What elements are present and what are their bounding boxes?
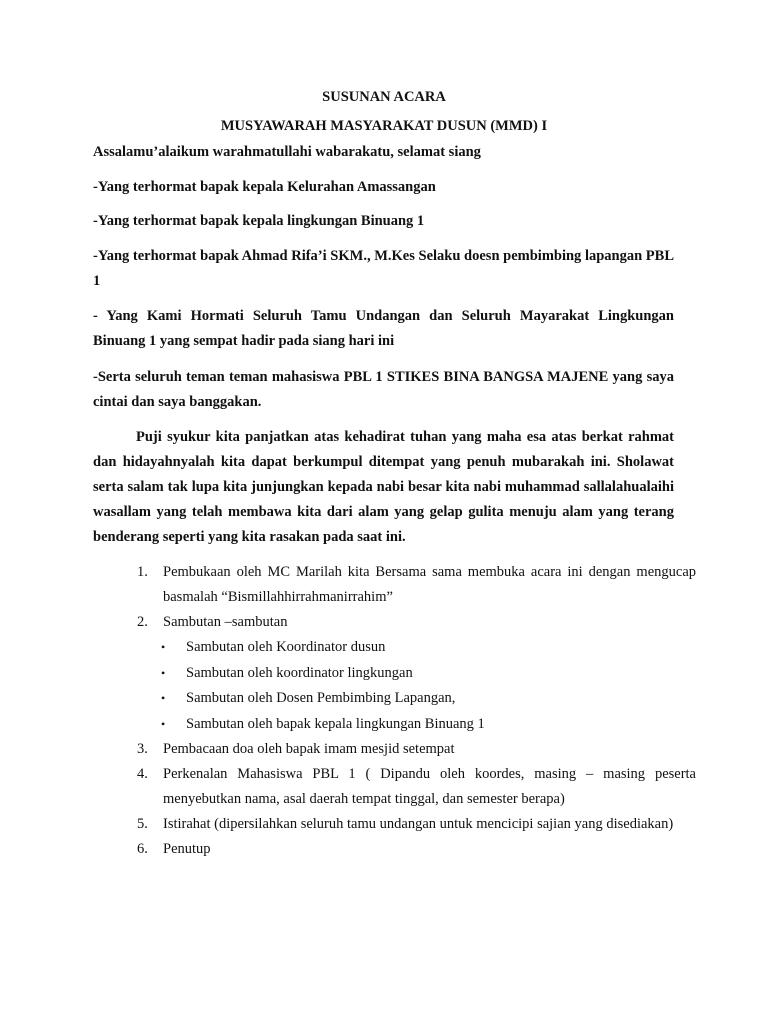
agenda-number: 6. bbox=[137, 841, 148, 857]
salutation-1: -Yang terhormat bapak kepala Kelurahan Amassangan bbox=[93, 179, 436, 195]
sambutan-text: Sambutan oleh bapak kepala lingkungan Binuang 1 bbox=[186, 715, 485, 732]
sambutan-item-2 bbox=[93, 661, 696, 687]
agenda-item-3 bbox=[93, 737, 696, 762]
agenda-number: 5. bbox=[137, 816, 148, 832]
bullet-icon: • bbox=[161, 640, 166, 654]
sambutan-text: Sambutan oleh Koordinator dusun bbox=[186, 639, 386, 655]
agenda-number: 3. bbox=[137, 741, 148, 757]
sambutan-text: Sambutan oleh Dosen Pembimbing Lapangan, bbox=[186, 690, 456, 706]
agenda-number: 1. bbox=[137, 564, 148, 580]
salutation-3: -Yang terhormat bapak Ahmad Rifa’i SKM., M.Kes Selaku doesn pembimbing lapangan PBL 1 bbox=[93, 248, 674, 289]
agenda-number: 4. bbox=[137, 766, 148, 782]
agenda-text: Istirahat (dipersilahkan seluruh tamu undangan untuk mencicipi sajian yang disediakan) bbox=[163, 816, 674, 832]
agenda-text: Perkenalan Mahasiswa PBL 1 ( Dipandu oleh koordes, masing – masing peserta menyebutkan nama, asal daerah tempat tinggal, dan semester berapa) bbox=[163, 766, 696, 807]
agenda-text: Pembacaan doa oleh bapak imam mesjid setempat bbox=[163, 741, 455, 757]
agenda-text: Sambutan –sambutan bbox=[163, 614, 288, 630]
agenda-list bbox=[93, 560, 696, 862]
agenda-number: 2. bbox=[137, 614, 148, 630]
sambutan-item-3 bbox=[93, 686, 696, 712]
sambutan-item-1 bbox=[93, 635, 696, 661]
agenda-item-2 bbox=[93, 610, 696, 635]
bullet-icon: • bbox=[161, 691, 166, 705]
document-title: SUSUNAN ACARA bbox=[322, 89, 446, 105]
salutation-4: - Yang Kami Hormati Seluruh Tamu Undangan dan Seluruh Mayarakat Lingkungan Binuang 1 yang sempat hadir pada siang hari ini bbox=[93, 308, 674, 349]
agenda-item-5 bbox=[93, 812, 696, 837]
sambutan-item-4 bbox=[93, 712, 696, 738]
opening-paragraph: Puji syukur kita panjatkan atas kehadirat tuhan yang maha esa atas berkat rahmat dan hidayahnyalah kita dapat berkumpul ditempat yang penuh mubarakah ini. Sholawat serta salam tak lupa kita junjungkan kepada nabi besar kita nabi muhammad sallalahualaihi wasallam yang telah membawa kita dari alam yang gelap gulita menuju alam yang terang benderang seperti yang kita rasakan pada saat ini. bbox=[93, 429, 674, 545]
bullet-icon: • bbox=[161, 716, 166, 731]
agenda-item-4 bbox=[93, 762, 696, 812]
greeting: Assalamu’alaikum warahmatullahi wabarakatu, selamat siang bbox=[93, 144, 481, 160]
bullet-icon: • bbox=[161, 665, 166, 680]
agenda-item-6 bbox=[93, 837, 696, 862]
salutation-2: -Yang terhormat bapak kepala lingkungan Binuang 1 bbox=[93, 213, 425, 229]
agenda-item-1 bbox=[93, 560, 696, 610]
salutation-5: -Serta seluruh teman teman mahasiswa PBL 1 STIKES BINA BANGSA MAJENE yang saya cintai dan saya banggakan. bbox=[93, 369, 674, 410]
agenda-text: Pembukaan oleh MC Marilah kita Bersama sama membuka acara ini dengan mengucap basmalah “Bismillahhirrahmanirrahim” bbox=[163, 564, 696, 605]
agenda-text: Penutup bbox=[163, 841, 211, 857]
sambutan-text: Sambutan oleh koordinator lingkungan bbox=[186, 664, 413, 681]
document-subtitle: MUSYAWARAH MASYARAKAT DUSUN (MMD) I bbox=[220, 118, 548, 134]
